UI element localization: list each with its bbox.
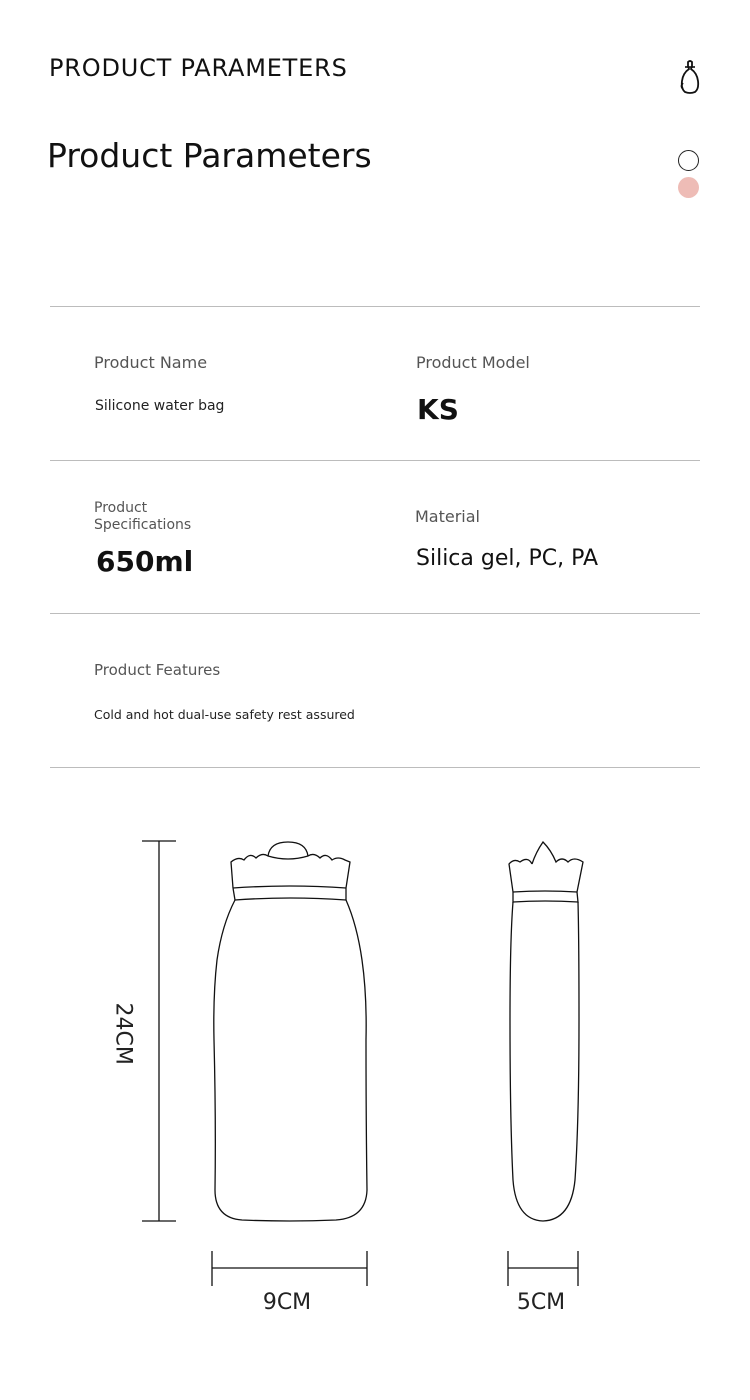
product-spec-value: 650ml [96, 545, 194, 578]
material-value: Silica gel, PC, PA [416, 546, 598, 571]
product-features-value: Cold and hot dual-use safety rest assured [94, 707, 355, 722]
product-name-value: Silicone water bag [95, 398, 225, 414]
hot-water-bottle-icon [677, 59, 703, 95]
color-option-pink[interactable] [678, 177, 699, 198]
product-name-label: Product Name [94, 353, 208, 372]
product-model-label: Product Model [416, 353, 530, 372]
depth-label: 5CM [516, 1290, 566, 1315]
page-title: Product Parameters [47, 136, 372, 175]
page-header-title: PRODUCT PARAMETERS [49, 54, 348, 82]
bottle-side-view [509, 842, 583, 1221]
width-dimension-line [212, 1251, 367, 1286]
divider [50, 767, 700, 768]
height-dimension-line [142, 841, 176, 1221]
divider [50, 460, 700, 461]
height-label: 24CM [110, 1002, 136, 1065]
product-features-label: Product Features [94, 661, 221, 679]
divider [50, 613, 700, 614]
width-label: 9CM [262, 1290, 312, 1315]
dimension-drawing [0, 820, 750, 1320]
product-spec-label-line1: Product [94, 500, 148, 516]
material-label: Material [415, 507, 480, 526]
bottle-front-view [214, 842, 367, 1221]
product-spec-label-line2: Specifications [94, 517, 192, 533]
divider [50, 306, 700, 307]
depth-dimension-line [508, 1251, 578, 1286]
product-model-value: KS [417, 393, 459, 426]
color-option-white[interactable] [678, 150, 699, 171]
product-spec-label [94, 500, 191, 534]
